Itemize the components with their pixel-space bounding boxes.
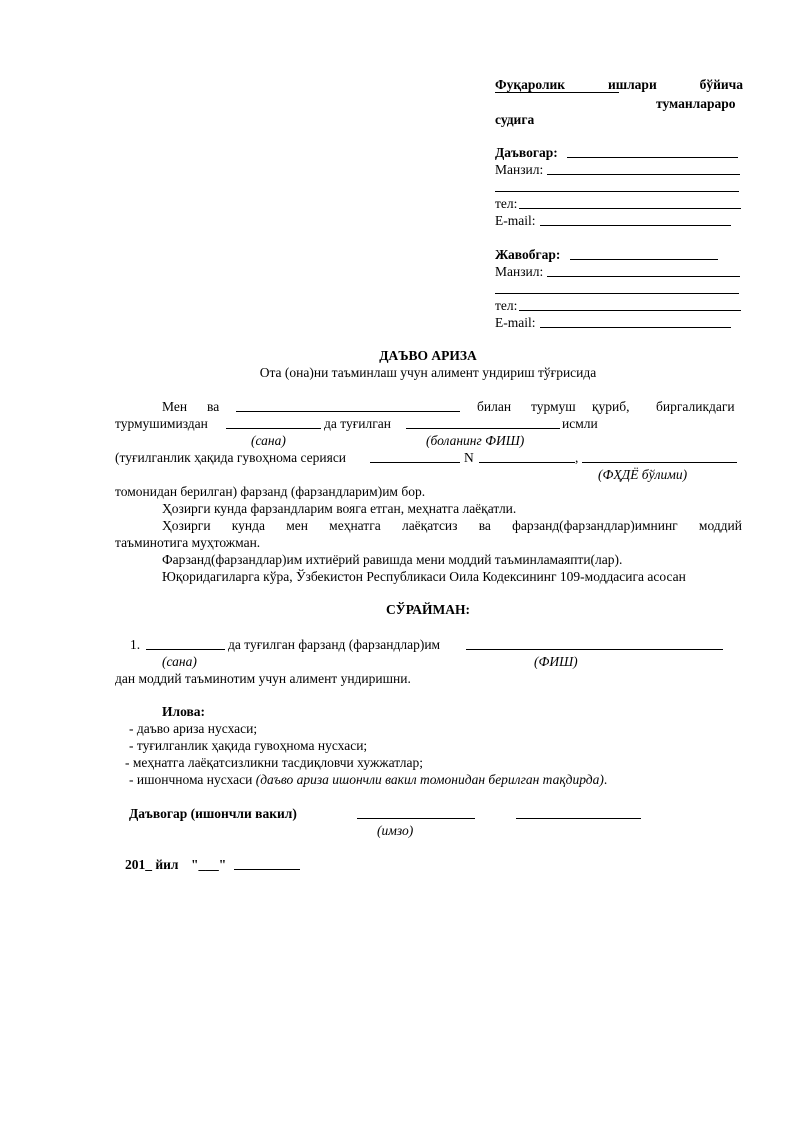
- p3-word: меҳнатга: [329, 518, 381, 533]
- p1-marriage-date-blank: [226, 428, 321, 429]
- p1-word-turmush: турмуш: [531, 399, 576, 414]
- p1-line4-b: N: [464, 450, 474, 465]
- p4: Фарзанд(фарзандлар)им ихтиёрий равишда мени моддий таъминламаяпти(лар).: [162, 552, 623, 567]
- p1-line4-a: (туғилганлик ҳақида гувоҳнома серияси: [115, 450, 347, 465]
- court-word: бўйича: [699, 77, 743, 92]
- p3-line-2: таъминотига муҳтожман.: [115, 535, 261, 550]
- p1-line4-c: ,: [575, 450, 579, 465]
- p1-registry-blank: [582, 462, 737, 463]
- attachment-item: - меҳнатга лаёқатсизликни тасдиқловчи хужжатлар;: [125, 755, 424, 770]
- attachment-item-4-note: (даъво ариза ишончли вакил томонидан берилган тақдирда): [255, 772, 604, 787]
- p1-word-men: Мен: [162, 399, 188, 414]
- request-hint-name: (ФИШ): [534, 654, 578, 669]
- defendant-address-label: Манзил:: [495, 264, 544, 279]
- p1-hint-child-name: (боланинг ФИШ): [426, 433, 525, 448]
- attachment-item-4-end: .: [603, 772, 608, 787]
- attachment-item: - даъво ариза нусхаси;: [129, 721, 258, 736]
- request-number: 1.: [130, 637, 141, 652]
- p1-hint-registry: (ФҲДЁ бўлими): [598, 467, 688, 482]
- p1-word-bilan: билан: [477, 399, 512, 414]
- plaintiff-email-blank: [540, 225, 731, 226]
- defendant-label: Жавобгар:: [495, 247, 561, 262]
- defendant-phone-blank: [519, 310, 741, 311]
- p5: Юқоридагиларга кўра, Ўзбекистон Республикаси Оила Кодексининг 109-моддасига асосан: [162, 569, 686, 584]
- signature-blank: [357, 818, 475, 819]
- p1-hint-date: (сана): [251, 433, 286, 448]
- court-word: ишлари: [607, 77, 657, 92]
- p2: Ҳозирги кунда фарзандларим вояга етган, меҳнатга лаёқатли.: [162, 501, 517, 516]
- p1-word-qurib: қуриб,: [592, 399, 630, 414]
- p1-child-name-blank: [406, 428, 560, 429]
- p1-line6: томонидан берилган) фарзанд (фарзандларим)им бор.: [115, 484, 426, 499]
- defendant-address-blank-2: [495, 293, 739, 294]
- p3-word: ва: [478, 518, 491, 533]
- plaintiff-name-blank: [567, 157, 738, 158]
- date-month-blank: [234, 869, 300, 870]
- date-year: 201_ йил: [125, 857, 179, 872]
- p3-word: Ҳозирги: [162, 518, 211, 533]
- defendant-email-label: E-mail:: [495, 315, 536, 330]
- p1-word-va: ва: [207, 399, 220, 414]
- plaintiff-phone-blank: [519, 208, 741, 209]
- request-text-mid: да туғилган фарзанд (фарзандлар)им: [228, 637, 441, 652]
- p1-line2-b: да туғилган: [324, 416, 391, 431]
- date-day: "___": [191, 857, 227, 872]
- defendant-address-blank: [547, 276, 740, 277]
- attachment-item-4: [129, 771, 607, 788]
- attachment-item-4-text: - ишончнома нусхаси: [129, 772, 253, 787]
- court-word: Фуқаролик: [495, 77, 566, 92]
- p1-word-birgalikdagi: биргаликдаги: [656, 399, 735, 414]
- attachment-item: - туғилганлик ҳақида гувоҳнома нусхаси;: [129, 738, 368, 753]
- p1-line2-c: исмли: [562, 416, 598, 431]
- plaintiff-address-blank: [547, 174, 740, 175]
- p3-word: кунда: [231, 518, 265, 533]
- plaintiff-address-label: Манзил:: [495, 162, 544, 177]
- defendant-email-blank: [540, 327, 731, 328]
- signature-name-blank: [516, 818, 641, 819]
- document-title: ДАЪВО АРИЗА: [379, 348, 477, 363]
- court-line-2-suffix: туманлараро: [656, 96, 736, 111]
- plaintiff-address-blank-2: [495, 191, 739, 192]
- p3-word: мен: [286, 518, 308, 533]
- request-line-2: дан моддий таъминотим учун алимент ундиришни.: [115, 671, 411, 686]
- signature-hint: (имзо): [377, 823, 414, 838]
- p3-line-1: [162, 517, 742, 534]
- court-line-3: судига: [495, 112, 535, 127]
- document-subtitle: Ота (она)ни таъминлаш учун алимент ундириш тўғрисида: [259, 365, 597, 380]
- plaintiff-label: Даъвогар:: [495, 145, 558, 160]
- p1-number-blank: [479, 462, 575, 463]
- court-line-1: [495, 76, 743, 93]
- request-name-blank: [466, 649, 723, 650]
- court-district-blank: [495, 92, 619, 93]
- request-date-blank: [146, 649, 225, 650]
- signature-label: Даъвогар (ишончли вакил): [129, 806, 297, 821]
- p3-word: моддий: [698, 518, 742, 533]
- defendant-phone-label: тел:: [495, 298, 518, 313]
- request-heading: СЎРАЙМАН:: [386, 602, 470, 617]
- plaintiff-email-label: E-mail:: [495, 213, 536, 228]
- p3-word: фарзанд(фарзандлар)имнинг: [512, 518, 678, 533]
- request-hint-date: (сана): [162, 654, 197, 669]
- p3-word: лаёқатсиз: [401, 518, 458, 533]
- defendant-name-blank: [570, 259, 718, 260]
- plaintiff-phone-label: тел:: [495, 196, 518, 211]
- attachments-heading: Илова:: [162, 704, 206, 719]
- p1-spouse-blank: [236, 411, 460, 412]
- p1-series-blank: [370, 462, 460, 463]
- p1-line2-a: турмушимиздан: [115, 416, 208, 431]
